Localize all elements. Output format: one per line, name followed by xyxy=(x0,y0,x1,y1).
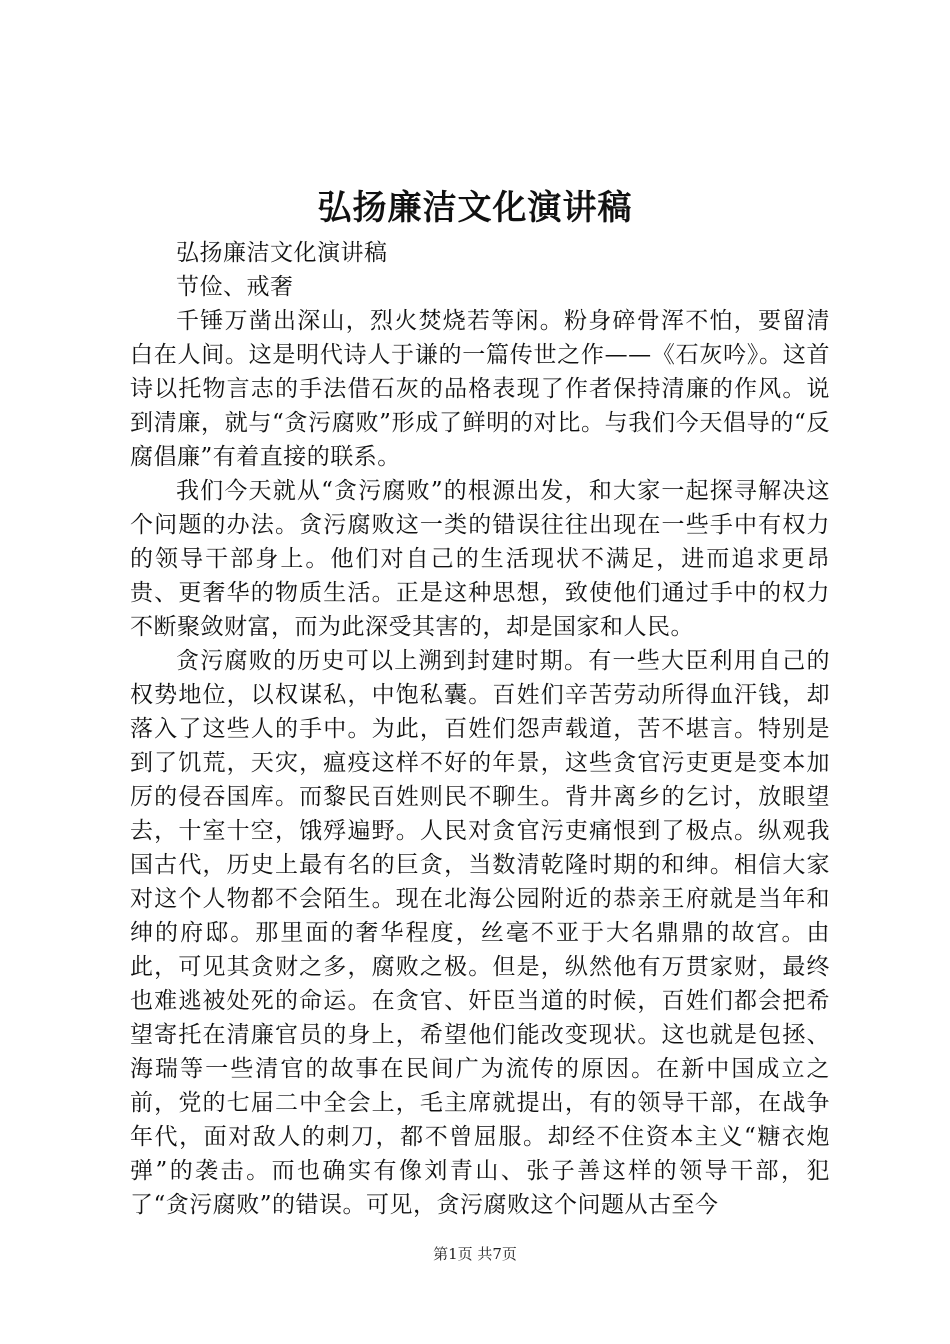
paragraph: 贪污腐败的历史可以上溯到封建时期。有一些大臣利用自己的权势地位，以权谋私，中饱私囊。百姓们辛苦劳动所得血汗钱，却落入了这些人的手中。为此，百姓们怨声载道，苦不堪言。特别是到了饥荒，天灾，瘟疫这样不好的年景，这些贪官污吏更是变本加厉的侵吞国库。而黎民百姓则民不聊生。背井离乡的乞讨，放眼望去，十室十空，饿殍遍野。人民对贪官污吏痛恨到了极点。纵观我国古代，历史上最有名的巨贪，当数清乾隆时期的和绅。相信大家对这个人物都不会陌生。现在北海公园附近的恭亲王府就是当年和绅的府邸。那里面的奢华程度，丝毫不亚于大名鼎鼎的故宫。由此，可见其贪财之多，腐败之极。但是，纵然他有万贯家财，最终也难逃被处死的命运。在贪官、奸臣当道的时候，百姓们都会把希望寄托在清廉官员的身上，希望他们能改变现状。这也就是包拯、海瑞等一些清官的故事在民间广为流传的原因。在新中国成立之前，党的七届二中全会上，毛主席就提出，有的领导干部，在战争年代，面对敌人的刺刀，都不曾屈服。却经不住资本主义“糖衣炮弹”的袭击。而也确实有像刘青山、张子善这样的领导干部，犯了“贪污腐败”的错误。可见，贪污腐败这个问题从古至今 xyxy=(130,648,830,1218)
document-body xyxy=(130,236,830,1222)
paragraph: 我们今天就从“贪污腐败”的根源出发，和大家一起探寻解决这个问题的办法。贪污腐败这一类的错误往往出现在一些手中有权力的领导干部身上。他们对自己的生活现状不满足，进而追求更昂贵、更奢华的物质生活。正是这种思想，致使他们通过手中的权力不断聚敛财富，而为此深受其害的，却是国家和人民。 xyxy=(130,478,830,640)
paragraph-heading: 节俭、戒奢 xyxy=(176,274,294,300)
page-title: 弘扬廉洁文化演讲稿 xyxy=(317,188,633,228)
paragraph-subtitle: 弘扬廉洁文化演讲稿 xyxy=(176,240,388,266)
paragraph: 千锤万凿出深山，烈火焚烧若等闲。粉身碎骨浑不怕，要留清白在人间。这是明代诗人于谦的一篇传世之作——《石灰吟》。这首诗以托物言志的手法借石灰的品格表现了作者保持清廉的作风。说到清廉，就与“贪污腐败”形成了鲜明的对比。与我们今天倡导的“反腐倡廉”有着直接的联系。 xyxy=(130,308,830,470)
page-footer: 第1页 共7页 xyxy=(433,1245,517,1263)
